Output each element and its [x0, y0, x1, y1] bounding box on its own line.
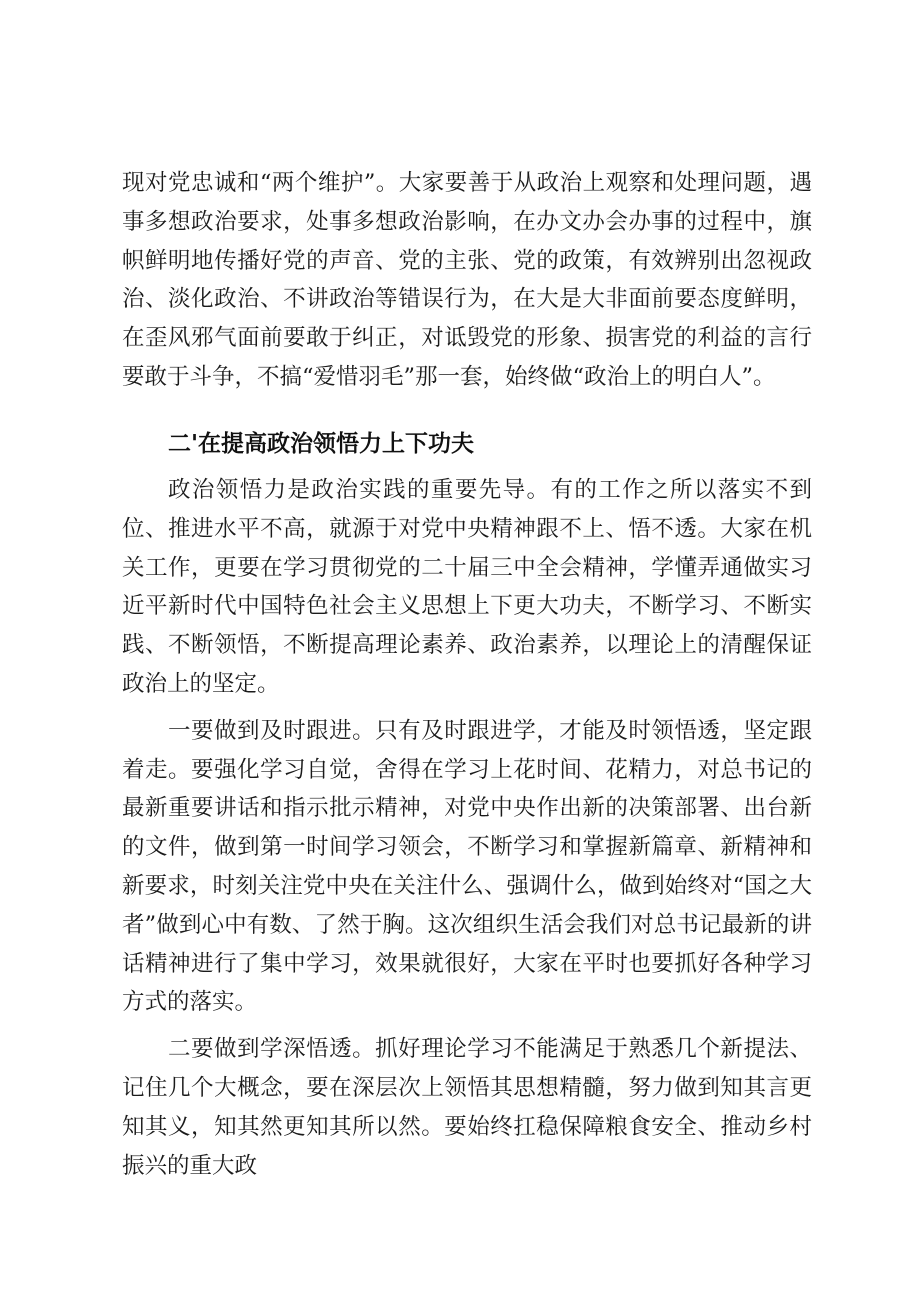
continued-paragraph: 现对党忠诚和“两个维护”。大家要善于从政治上观察和处理问题，遇事多想政治要求，处事多想政治影响，在办文办会办事的过程中，旗帜鲜明地传播好党的声音、党的主张、党的政策，有效辨别出忽视政治、淡化政治、不讲政治等错误行为，在大是大非面前要态度鲜明，在歪风邪气面前要敢于纠正，对诋毁党的形象、损害党的利益的言行要敢于斗争，不搞“爱惜羽毛”那一套，始终做“政治上的明白人”。 — [122, 170, 812, 390]
body-paragraph: 二要做到学深悟透。抓好理论学习不能满足于熟悉几个新提法、记住几个大概念，要在深层次上领悟其思想精髓，努力做到知其言更知其义，知其然更知其所以然。要始终扛稳保障粮食安全、推动乡村振兴的重大政 — [122, 1036, 812, 1179]
body-paragraph: 政治领悟力是政治实践的重要先导。有的工作之所以落实不到位、推进水平不高，就源于对党中央精神跟不上、悟不透。大家在机关工作，更要在学习贯彻党的二十届三中全会精神，学懂弄通做实习近平新时代中国特色社会主义思想上下更大功夫，不断学习、不断实践、不断领悟，不断提高理论素养、政治素养，以理论上的清醒保证政治上的坚定。 — [122, 477, 812, 697]
section-heading: 二'在提高政治领悟力上下功夫 — [168, 431, 475, 457]
continued-text-block — [122, 164, 812, 405]
body-text-block — [122, 471, 812, 1193]
body-paragraph: 一要做到及时跟进。只有及时跟进学，才能及时领悟透，坚定跟着走。要强化学习自觉，舍得在学习上花时间、花精力，对总书记的最新重要讲话和指示批示精神，对党中央作出新的决策部署、出台新的文件，做到第一时间学习领会，不断学习和掌握新篇章、新精神和新要求，时刻关注党中央在关注什么、强调什么，做到始终对“国之大者”做到心中有数、了然于胸。这次组织生活会我们对总书记最新的讲话精神进行了集中学习，效果就很好，大家在平时也要抓好各种学习方式的落实。 — [122, 717, 812, 1016]
